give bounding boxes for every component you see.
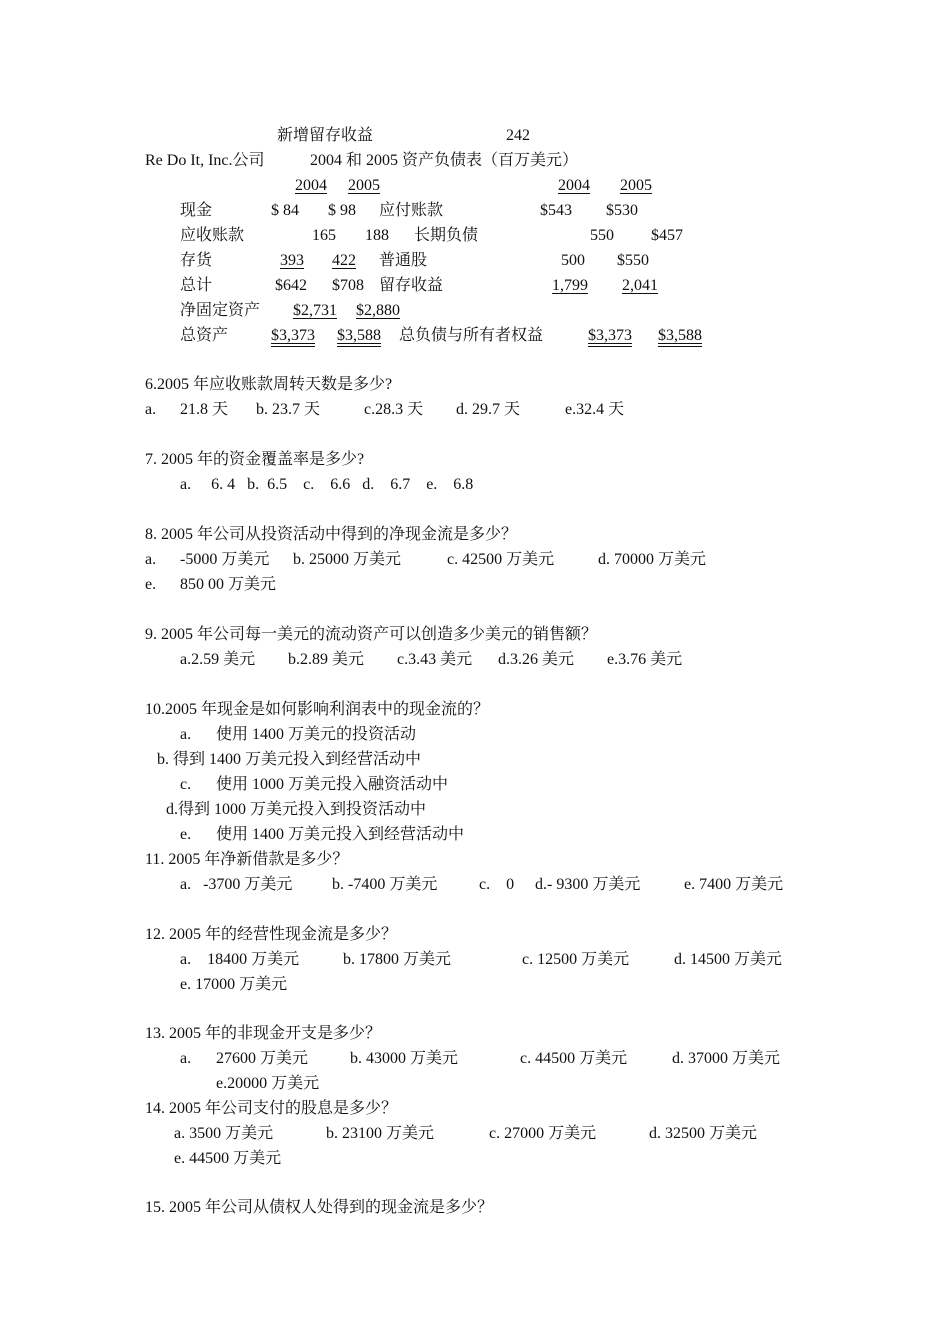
row-label: 总计: [180, 277, 213, 294]
question-7-options: a. 6. 4 b. 6.5 c. 6.6 d. 6.7 e. 6.8: [180, 476, 474, 493]
option-b: b. 23100 万美元: [326, 1125, 435, 1142]
option-d: d. 29.7 天: [456, 401, 521, 418]
question-15: 15. 2005 年公司从债权人处得到的现金流是多少？: [145, 1199, 494, 1216]
year-header-right-2004: 2004: [558, 177, 590, 194]
row-value-2005: $3,588: [337, 327, 381, 344]
row-right-2005: $550: [617, 252, 649, 269]
question-13: 13. 2005 年的非现金开支是多少？: [145, 1025, 382, 1042]
question-12: 12. 2005 年的经营性现金流是多少？: [145, 926, 398, 943]
option-c: c.: [180, 776, 192, 793]
year-header-right-2005: 2005: [620, 177, 652, 194]
row-right-label: 应付账款: [379, 202, 444, 219]
option-d: d. 32500 万美元: [649, 1125, 758, 1142]
option-a: a.: [180, 1050, 192, 1067]
option-e: e.32.4 天: [565, 401, 625, 418]
question-9: 9. 2005 年公司每一美元的流动资产可以创造多少美元的销售额？: [145, 626, 598, 643]
option-d: d.得到 1000 万美元投入到投资活动中: [166, 801, 427, 818]
row-value-2005: $ 98: [328, 202, 356, 219]
option-a-value: -5000 万美元: [180, 551, 270, 568]
option-b: b.2.89 美元: [288, 651, 365, 668]
row-right-2004: $543: [540, 202, 572, 219]
row-value-2004: $3,373: [271, 327, 315, 344]
row-right-2004: 1,799: [552, 277, 588, 294]
question-6: 6.2005 年应收账款周转天数是多少?: [145, 376, 393, 393]
option-e: e.20000 万美元: [216, 1075, 320, 1092]
option-a: a. 3500 万美元: [174, 1125, 274, 1142]
balance-sheet-company: Re Do It, Inc.公司: [145, 152, 265, 169]
row-value-2005: $708: [332, 277, 364, 294]
row-label: 净固定资产: [180, 302, 261, 319]
option-b: b. 43000 万美元: [350, 1050, 459, 1067]
option-c: c.3.43 美元: [397, 651, 473, 668]
row-value-2005: 188: [365, 227, 389, 244]
row-value-2004: $2,731: [293, 302, 337, 319]
option-c-value: 使用 1000 万美元投入融资活动中: [216, 776, 449, 793]
option-a: a.: [145, 551, 157, 568]
option-c: c.28.3 天: [364, 401, 424, 418]
option-e: e. 17000 万美元: [180, 976, 288, 993]
option-b: b. 17800 万美元: [343, 951, 452, 968]
year-header-left-2005: 2005: [348, 177, 380, 194]
option-a: a.: [180, 726, 192, 743]
option-a: a. -3700 万美元: [180, 876, 293, 893]
question-10: 10.2005 年现金是如何影响利润表中的现金流的？: [145, 701, 490, 718]
row-value-2005: 422: [332, 252, 356, 269]
row-right-label: 普通股: [379, 252, 428, 269]
row-value-2004: $ 84: [271, 202, 299, 219]
question-7: 7. 2005 年的资金覆盖率是多少?: [145, 451, 365, 468]
option-e: e. 7400 万美元: [684, 876, 784, 893]
row-value-2004: 393: [280, 252, 304, 269]
option-a: a.2.59 美元: [180, 651, 256, 668]
row-label: 存货: [180, 252, 213, 269]
option-e: e.: [180, 826, 192, 843]
option-d: d. 14500 万美元: [674, 951, 783, 968]
option-e-value: 850 00 万美元: [180, 576, 277, 593]
option-d: d.- 9300 万美元: [535, 876, 641, 893]
option-e: e.: [145, 576, 157, 593]
option-a-value: 27600 万美元: [216, 1050, 309, 1067]
row-value-2004: 165: [312, 227, 336, 244]
retained-earnings-value: 242: [506, 127, 530, 144]
row-label: 应收账款: [180, 227, 245, 244]
option-a: a. 18400 万美元: [180, 951, 300, 968]
retained-earnings-label: 新增留存收益: [277, 127, 374, 144]
balance-sheet-title: 2004 和 2005 资产负债表（百万美元）: [310, 152, 579, 169]
question-11: 11. 2005 年净新借款是多少？: [145, 851, 349, 868]
row-right-2004: $3,373: [588, 327, 632, 344]
option-c: c. 27000 万美元: [489, 1125, 597, 1142]
row-label: 总资产: [180, 327, 229, 344]
option-a-value: 使用 1400 万美元的投资活动: [216, 726, 417, 743]
option-c: c. 0: [479, 876, 515, 893]
row-right-2005: $457: [651, 227, 683, 244]
option-b: b. -7400 万美元: [332, 876, 438, 893]
option-b: b. 得到 1400 万美元投入到经营活动中: [157, 751, 422, 768]
row-value-2004: $642: [275, 277, 307, 294]
option-b: b. 23.7 天: [256, 401, 321, 418]
option-a-value: 21.8 天: [180, 401, 229, 418]
option-c: c. 42500 万美元: [447, 551, 555, 568]
row-label: 现金: [180, 202, 213, 219]
row-right-2004: 500: [561, 252, 585, 269]
row-right-label: 总负债与所有者权益: [399, 327, 544, 344]
row-right-2005: 2,041: [622, 277, 658, 294]
option-a: a.: [145, 401, 157, 418]
option-e-value: 使用 1400 万美元投入到经营活动中: [216, 826, 465, 843]
option-c: c. 12500 万美元: [522, 951, 630, 968]
option-e: e.3.76 美元: [607, 651, 683, 668]
option-d: d. 70000 万美元: [598, 551, 707, 568]
option-b: b. 25000 万美元: [293, 551, 402, 568]
option-e: e. 44500 万美元: [174, 1150, 282, 1167]
option-c: c. 44500 万美元: [520, 1050, 628, 1067]
row-right-2005: $530: [606, 202, 638, 219]
row-right-label: 长期负债: [414, 227, 479, 244]
row-value-2005: $2,880: [356, 302, 400, 319]
row-right-label: 留存收益: [379, 277, 444, 294]
option-d: d. 37000 万美元: [672, 1050, 781, 1067]
question-14: 14. 2005 年公司支付的股息是多少？: [145, 1100, 398, 1117]
option-d: d.3.26 美元: [498, 651, 575, 668]
year-header-left-2004: 2004: [295, 177, 327, 194]
row-right-2004: 550: [590, 227, 614, 244]
question-8: 8. 2005 年公司从投资活动中得到的净现金流是多少？: [145, 526, 518, 543]
row-right-2005: $3,588: [658, 327, 702, 344]
